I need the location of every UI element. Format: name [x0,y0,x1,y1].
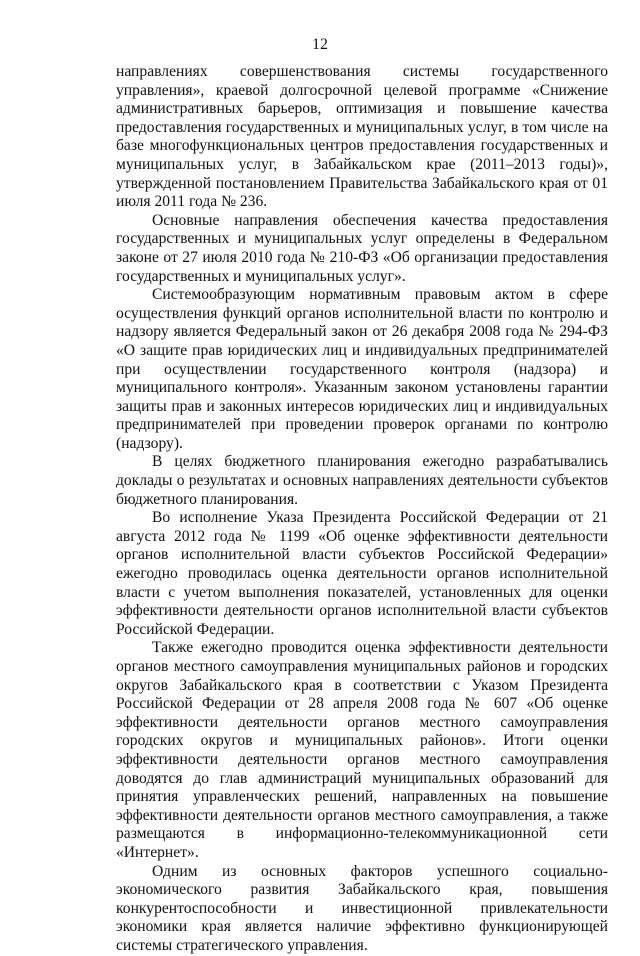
paragraph-6: Также ежегодно проводится оценка эффективности деятельности органов местного самоуправления муниципальных районов и городских округов Забайкальского края в соответствии с Указом Президента Российской Федерации от 28 апреля 2008 года № 607 «Об оценке эффективности деятельности органов местного самоуправления городских округов и муниципальных районов». Итоги оценки эффективности деятельности органов местного самоуправления доводятся до глав администраций муниципальных образований для принятия управленческих решений, направленных на повышение эффективности деятельности органов местного самоуправления, а также размещаются в информационно-телекоммуникационной сети «Интернет». [116,639,608,861]
paragraph-7: Одним из основных факторов успешного социально-экономического развития Забайкальского края, повышения конкурентоспособности и инвестиционной привлекательности экономики края является наличие эффективно функционирующей системы стратегического управления. [116,862,608,954]
paragraph-4: В целях бюджетного планирования ежегодно разрабатывались доклады о результатах и основных направлениях деятельности субъектов бюджетного планирования. [116,453,608,508]
page-number: 12 [312,36,328,53]
paragraph-3: Системообразующим нормативным правовым актом в сфере осуществления функций органов исполнительной власти по контролю и надзору является Федеральный закон от 26 декабря 2008 года № 294-ФЗ «О защите прав юридических лиц и индивидуальных предпринимателей при осуществлении государственного контроля (надзора) и муниципального контроля». Указанным законом установлены гарантии защиты прав и законных интересов юридических лиц и индивидуальных предпринимателей при проведении проверок органами по контролю (надзору). [116,286,608,452]
paragraph-5: Во исполнение Указа Президента Российской Федерации от 21 августа 2012 года № 1199 «Об оценке эффективности деятельности органов исполнительной власти субъектов Российской Федерации» ежегодно проводилась оценка деятельности органов исполнительной власти с учетом выполнения показателей, установленных для оценки эффективности деятельности органов исполнительной власти субъектов Российской Федерации. [116,509,608,638]
paragraph-2: Основные направления обеспечения качества предоставления государственных и муниципальных услуг определены в Федеральном законе от 27 июля 2010 года № 210-ФЗ «Об организации предоставления государственных и муниципальных услуг». [116,211,608,285]
paragraph-1: направлениях совершенствования системы государственного управления», краевой долгосрочной целевой программе «Снижение административных барьеров, оптимизация и повышение качества предоставления государственных и муниципальных услуг, в том числе на базе многофункциональных центров предоставления государственных и муниципальных услуг, в Забайкальском крае (2011–2013 годы)», утвержденной постановлением Правительства Забайкальского края от 01 июля 2011 года № 236. [116,63,608,211]
body-text [116,63,608,956]
